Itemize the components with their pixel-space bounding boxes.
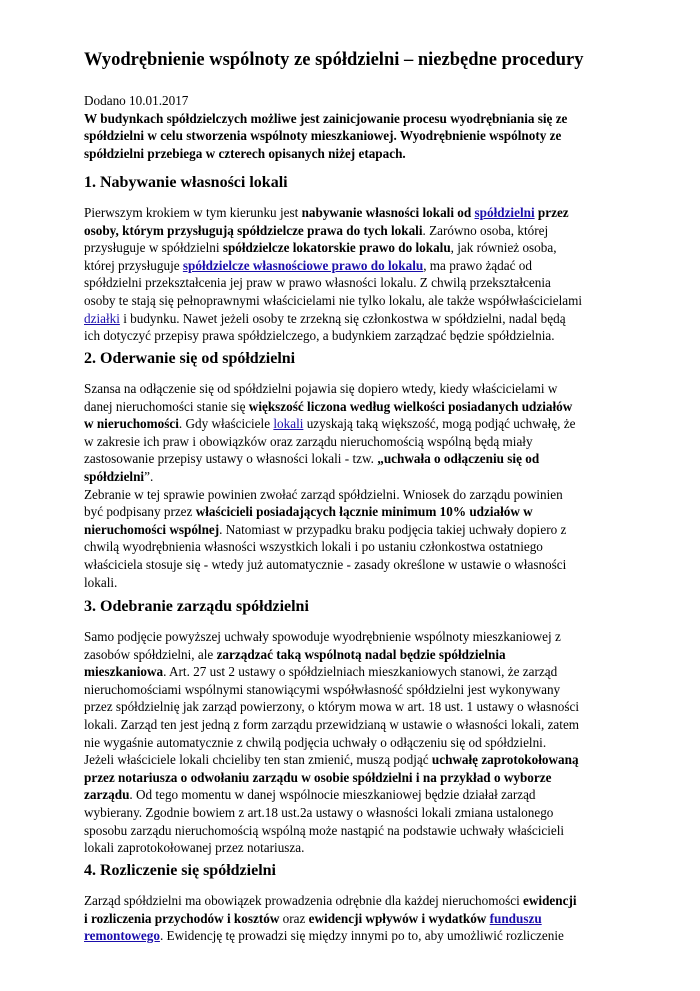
text-line: której przysługuje spółdzielcze własnościowe prawo do lokalu, ma prawo żądać od bbox=[84, 257, 532, 273]
intro-line: W budynkach spółdzielczych możliwe jest zainicjowanie procesu wyodrębniania się ze bbox=[84, 110, 568, 126]
text-line: i rozliczenia przychodów i kosztów oraz ewidencji wpływów i wydatków funduszu bbox=[84, 910, 542, 926]
text-line: w nieruchomości. Gdy właściciele lokali uzyskają taką większość, mogą podjąć uchwałę, że bbox=[84, 416, 576, 432]
text-line: chwilą wyodrębnienia własności wszystkich lokali i po ustaniu członkostwa ostatniego bbox=[84, 539, 543, 555]
text-line: sposobu zarządu nieruchomością wspólną może nastąpić na podstawie uchwały właścicieli bbox=[84, 822, 565, 838]
text-line: ich dotyczyć przepisy prawa spółdzielczego, a budynkiem zarządzać będzie spółdzielnia. bbox=[84, 328, 555, 344]
text-line: Samo podjęcie powyższej uchwały spowoduje wyodrębnienie wspólnoty mieszkaniowej z bbox=[84, 629, 561, 644]
text-line: lokali. bbox=[84, 574, 118, 590]
intro-block bbox=[84, 92, 624, 162]
page-title: Wyodrębnienie wspólnoty ze spółdzielni – niezbędne procedury bbox=[84, 50, 584, 70]
text-line: być podpisany przez właścicieli posiadających łącznie minimum 10% udziałów w bbox=[84, 504, 533, 520]
text-line: właściciela stosuje się - wtedy już automatycznie - zasady określone w ustawie o własności bbox=[84, 556, 567, 572]
text-line: Zebranie w tej sprawie powinien zwołać zarząd spółdzielni. Wniosek do zarządu powinien bbox=[84, 486, 563, 502]
text-line: lokali zaprotokołowanej przez notariusza. bbox=[84, 840, 305, 856]
text-line: Szansa na odłączenie się od spółdzielni pojawia się dopiero wtedy, kiedy właścicielami w bbox=[84, 381, 558, 396]
text-line: nieruchomości wspólnej. Natomiast w przypadku braku podjęcia takiej uchwały dopiero z bbox=[84, 521, 567, 537]
text-line: przez notariusza o odwołaniu zarządu w osobie spółdzielni i na przykład o wyborze bbox=[84, 769, 552, 785]
text-line: osoby, którym przysługują spółdzielcze prawa do tych lokali. Zarówno osoba, której bbox=[84, 222, 549, 238]
link-remontowego[interactable]: remontowego bbox=[84, 928, 160, 944]
link-dzialki[interactable]: działki bbox=[84, 310, 120, 326]
section-4-heading: 4. Rozliczenie się spółdzielni bbox=[84, 862, 276, 879]
text-line: Pierwszym krokiem w tym kierunku jest nabywanie własności lokali od spółdzielni przez bbox=[84, 205, 569, 220]
text-line: wybierany. Zgodnie bowiem z art.18 ust.2a ustawy o własności lokali zmiana ustalonego bbox=[84, 804, 554, 820]
section-3-heading: 3. Odebranie zarządu spółdzielni bbox=[84, 598, 309, 615]
section-2-body bbox=[84, 380, 624, 591]
link-funduszu[interactable]: funduszu bbox=[489, 910, 542, 926]
text-line: osoby te stają się pełnoprawnymi właścicielami nie tylko lokalu, ale także współwłaścicielami bbox=[84, 292, 583, 308]
text-line: mieszkaniowa. Art. 27 ust 2 ustawy o spółdzielniach mieszkaniowych stanowi, że zarząd bbox=[84, 664, 558, 680]
link-spoldzielcze-wlasnosciowe[interactable]: spółdzielcze własnościowe prawo do lokalu bbox=[182, 257, 424, 273]
text-line: Jeżeli właściciele lokali chcieliby ten stan zmienić, muszą podjąć uchwałę zaprotokołowaną bbox=[84, 752, 579, 768]
section-4-body bbox=[84, 892, 624, 945]
text-line: remontowego. Ewidencję tę prowadzi się między innymi po to, aby umożliwić rozliczenie bbox=[84, 928, 564, 944]
text-line: Zarząd spółdzielni ma obowiązek prowadzenia odrębnie dla każdej nieruchomości ewidencji bbox=[84, 893, 577, 908]
link-lokali[interactable]: lokali bbox=[273, 416, 304, 432]
text-line: w zakresie ich praw i obowiązków oraz zarządu nieruchomością wspólną będą miały bbox=[84, 433, 533, 449]
text-line: nie wygaśnie automatycznie z chwilą podjęcia uchwały o odłączeniu się od spółdzielni. bbox=[84, 734, 547, 750]
text-line: spółdzielni przekształcenia jej praw w prawo własności lokalu. Z chwilą przekształcenia bbox=[84, 275, 551, 291]
text-line: danej nieruchomości stanie się większość liczona według wielkości posiadanych udziałów bbox=[84, 398, 573, 414]
text-line: nieruchomościami wspólnymi stanowiącymi współwłasność spółdzielni jest wykonywany bbox=[84, 681, 561, 697]
text-line: przez spółdzielnię jak zarząd powierzony, o którym mowa w art. 18 ust. 1 ustawy o własności bbox=[84, 699, 580, 715]
section-1-body bbox=[84, 204, 624, 345]
text-line: zasobów spółdzielni, ale zarządzać taką wspólnotą nadal będzie spółdzielnia bbox=[84, 646, 506, 662]
intro-line: spółdzielni w celu stworzenia wspólnoty mieszkaniowej. Wyodrębnienie wspólnoty ze bbox=[84, 128, 562, 144]
section-2-heading: 2. Oderwanie się od spółdzielni bbox=[84, 350, 296, 367]
link-spoldzielni[interactable]: spółdzielni bbox=[474, 205, 535, 220]
date-line: Dodano 10.01.2017 bbox=[84, 93, 189, 108]
section-3-body bbox=[84, 628, 624, 857]
text-line: lokali. Zarząd ten jest jedną z form zarządu przewidzianą w ustawie o własności lokali, zatem bbox=[84, 716, 580, 732]
text-line: spółdzielni”. bbox=[84, 468, 154, 484]
text-line: zastosowanie przepisy ustawy o własności lokali - tzw. „uchwała o odłączeniu się od bbox=[84, 451, 540, 467]
text-line: działki i budynku. Nawet jeżeli osoby te zrzekną się członkostwa w spółdzielni, nadal będą bbox=[84, 310, 566, 326]
text-line: przysługuje w spółdzielni spółdzielcze lokatorskie prawo do lokalu, jak również osoba, bbox=[84, 240, 557, 256]
text-line: zarządu. Od tego momentu w danej wspólnocie mieszkaniowej będzie działał zarząd bbox=[84, 787, 536, 803]
section-1-heading: 1. Nabywanie własności lokali bbox=[84, 174, 288, 191]
intro-line: spółdzielni przebiega w czterech opisanych niżej etapach. bbox=[84, 145, 406, 161]
